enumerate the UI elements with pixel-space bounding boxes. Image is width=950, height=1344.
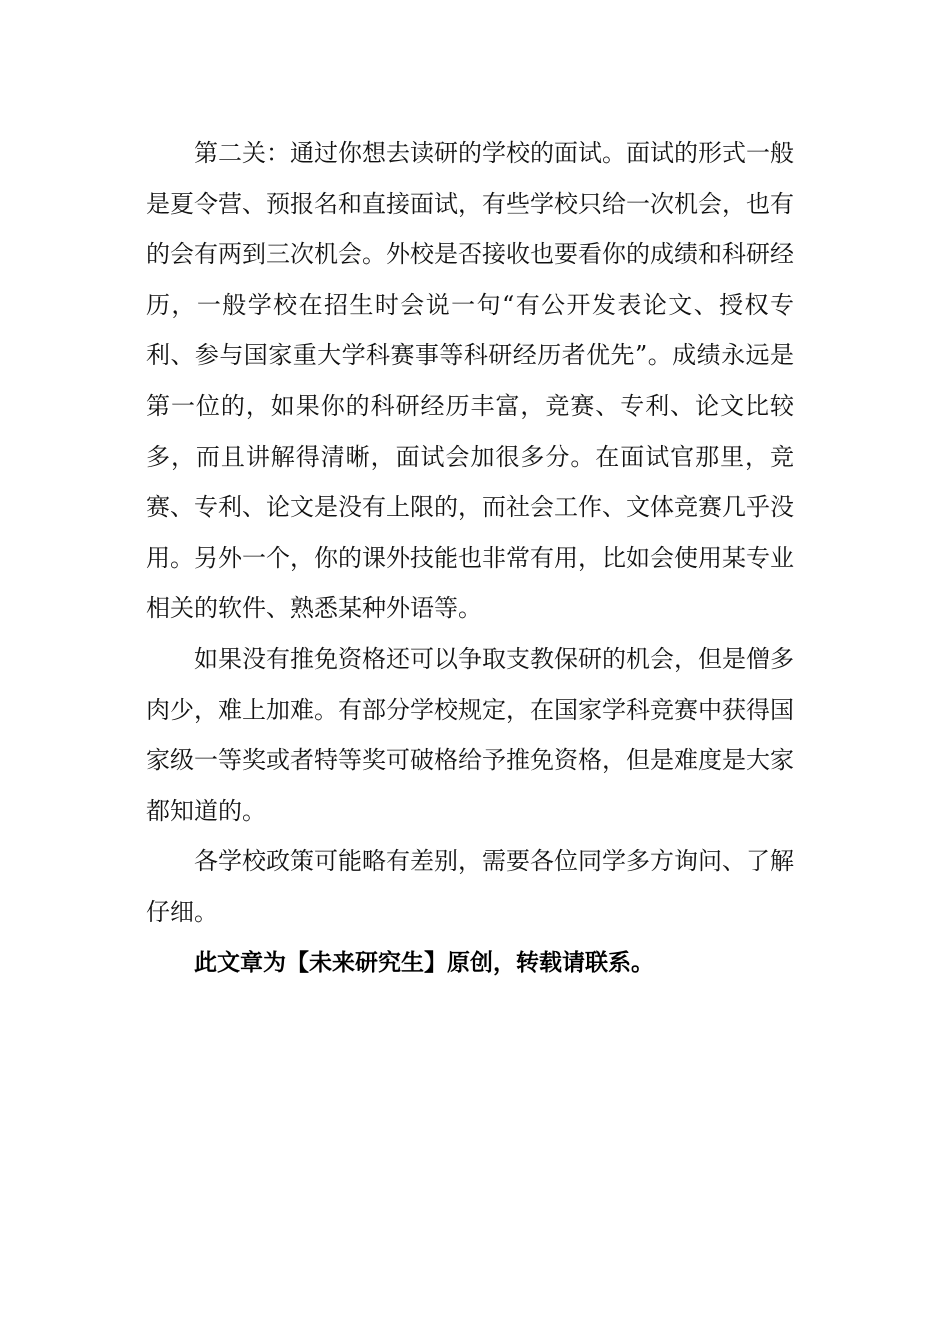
paragraph-policy: 各学校政策可能略有差别，需要各位同学多方询问、了解仔细。 (146, 847, 794, 926)
document-body (146, 128, 794, 988)
copyright-note: 此文章为【未来研究生】原创，转载请联系。 (194, 949, 654, 976)
paragraph-interview: 第二关：通过你想去读研的学校的面试。面试的形式一般是夏令营、预报名和直接面试，有些学校只给一次机会，也有的会有两到三次机会。外校是否接收也要看你的成绩和科研经历，一般学校在招生时会说一句“有公开发表论文、授权专利、参与国家重大学科赛事等科研经历者优先”。成绩永远是第一位的，如果你的科研经历丰富，竞赛、专利、论文比较多，而且讲解得清晰，面试会加很多分。在面试官那里，竞赛、专利、论文是没有上限的，而社会工作、文体竞赛几乎没用。另外一个，你的课外技能也非常有用，比如会使用某专业相关的软件、熟悉某种外语等。 (146, 139, 794, 623)
paragraph-support-teaching: 如果没有推免资格还可以争取支教保研的机会，但是僧多肉少，难上加难。有部分学校规定，在国家学科竞赛中获得国家级一等奖或者特等奖可破格给予推免资格，但是难度是大家都知道的。 (146, 644, 794, 825)
